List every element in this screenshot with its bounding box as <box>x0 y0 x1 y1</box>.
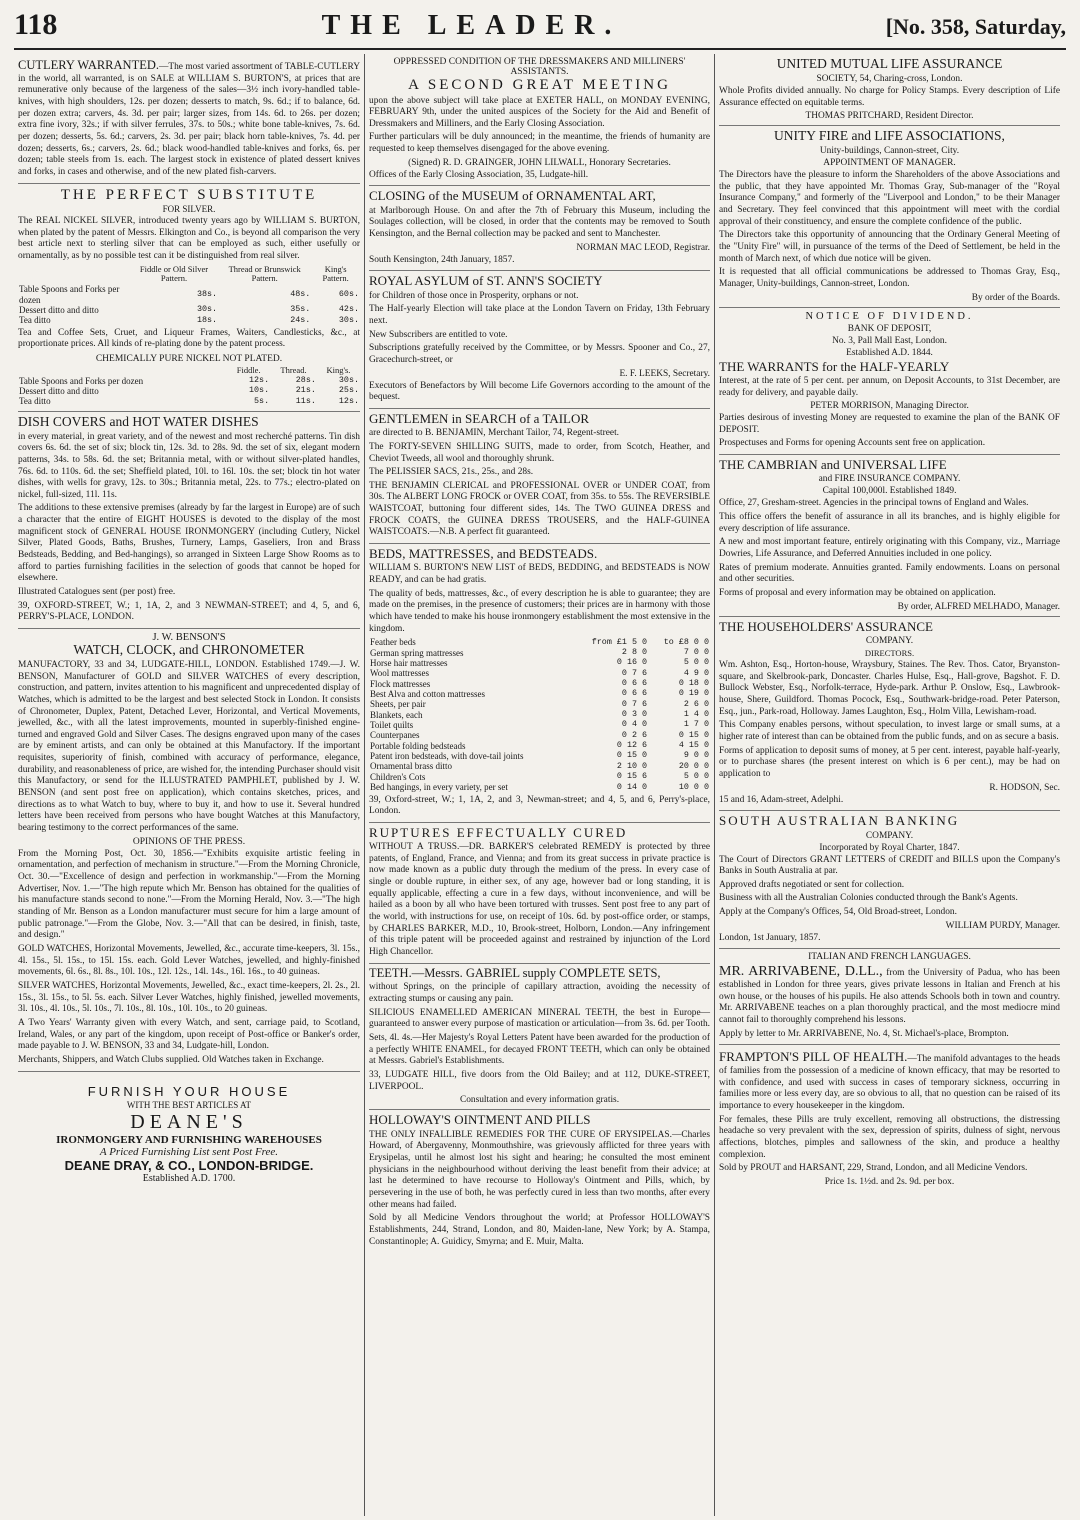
ad-text: A new and most important feature, entirely originating with this Company, viz., Marriage Dowries, Life Assurance, and Deferred Annuities included in one policy. <box>719 537 1060 560</box>
ad-subheading: WITH THE BEST ARTICLES AT <box>126 1099 252 1110</box>
table-cell: 0 15 6 <box>616 771 648 782</box>
ad-subheading: OPINIONS OF THE PRESS. <box>132 836 246 847</box>
table-cell: 25s. <box>338 385 359 396</box>
table-row <box>369 730 710 740</box>
ad-subheading: DIRECTORS. <box>864 647 915 658</box>
ad-teeth <box>369 964 710 1111</box>
ad-text: The quality of beds, mattresses, &c., of every description he is able to guarantee; they are made on the premises, in the presence of customers; their prices are in harmony with those which have tended to make his house ironmongery establishment the most extensive in the kingdom. <box>369 588 710 634</box>
ad-heading: RUPTURES EFFECTUALLY CURED <box>369 824 628 840</box>
ad-signature: R. HODSON, Sec. <box>989 782 1060 793</box>
table-cell: 0 18 0 <box>678 678 709 689</box>
ad-cutlery <box>18 54 360 184</box>
table-cell: 0 19 0 <box>678 688 709 699</box>
ad-subheading: BANK OF DEPOSIT, <box>847 323 932 334</box>
table-row <box>369 751 710 761</box>
ad-text: are directed to B. BENJAMIN, Merchant Tailor, 74, Regent-street. <box>369 428 620 439</box>
ad-dressmakers <box>369 54 710 186</box>
table-cell: 30s. <box>338 314 359 325</box>
ad-text: —The most varied assortment of TABLE-CUTLERY in the world, all warranted, is on SALE at WILLIAM S. BURTON'S, at prices that are remunerative only because of the largeness of the sales—3½ inch ivory-handled table-knives, with high shoulders, 12s. per dozen; desserts to match, 9s. 6d.; if to balance, 6d. per dozen extra; carvers, 4s. 3d. per pair; larger sizes, from 14s. 6d. to 26s. per dozen; extra fine ivory, 32s.; if with silver ferrules, 37s. to 50s.; white bone table-knives, 7s. 6d. per dozen; desserts, 5s. 6d.; carvers, 2s. 3d. per pair; black horn table-knives, 7s. 4d. per dozen; desserts, 6s.; carvers, 2s. 6d.; black wood-handled table-knives and forks, 6s. per dozen; table steels from 1s. each. The largest stock in existence of plated dessert knives and forks, in cases and otherwise, and of the new plated fish-carvers. <box>18 62 360 177</box>
ad-heading: GENTLEMEN in SEARCH of a TAILOR <box>369 410 590 426</box>
ad-text: Business with all the Australian Colonies conducted through the Bank's Agents. <box>719 893 1018 904</box>
ad-text: WILLIAM S. BURTON'S NEW LIST of BEDS, BEDDING, and BEDSTEADS is NOW READY, and can be had gratis. <box>369 563 710 586</box>
table-cell: Patent iron bedsteads, with dove-tail joints <box>370 751 524 762</box>
ad-text: London, 1st January, 1857. <box>719 932 821 943</box>
ad-heading: CLOSING of the MUSEUM of ORNAMENTAL ART, <box>369 188 656 204</box>
ad-text: Office, 27, Gresham-street. Agencies in the principal towns of England and Wales. <box>719 498 1029 509</box>
ad-signature: PETER MORRISON, Managing Director. <box>810 401 969 412</box>
ad-text: Apply at the Company's Offices, 54, Old Broad-street, London. <box>719 907 957 918</box>
table-row <box>369 637 710 647</box>
ad-text: without Springs, on the principle of capillary attraction, avoiding the necessity of extracting stumps or causing any pain. <box>369 982 710 1005</box>
table-cell: 12s. <box>249 375 270 386</box>
column-1 <box>14 54 364 1516</box>
table-row <box>369 720 710 730</box>
ad-subheading: APPOINTMENT OF MANAGER. <box>823 158 956 168</box>
ad-address: 15 and 16, Adam-street, Adelphi. <box>719 794 844 805</box>
ad-address: 39, OXFORD-STREET, W.; 1, 1A, 2, and 3 NEWMAN-STREET; and 4, 5, and 6, PERRY'S-PLACE, LONDON. <box>18 600 360 623</box>
table-header: King's Pattern. <box>322 263 349 284</box>
table-cell: 2 10 0 <box>616 760 648 771</box>
ad-address: DEANE DRAY, & CO., LONDON-BRIDGE. <box>64 1157 314 1173</box>
table-cell: Wool mattresses <box>370 668 430 679</box>
ad-text: The additions to these extensive premises (already by far the largest in Europe) are of such a character that the entire of EIGHT HOUSES is devoted to the display of the most magnificent stock of GENERAL HOUSE IRONMONGERY (including Cutlery, Nickel Silver, Plated Goods, Baths, Brushes, Turnery, Lamps, Gaseliers, Iron and Brass Bedsteads, Bedding, and Bed-hangings), so arranged in Sixteen Large Show Rooms as to afford to parties furnishing facilities in the selection of goods that cannot be hoped for elsewhere. <box>18 503 360 584</box>
table-cell: Children's Cots <box>370 771 426 782</box>
table-cell: 0 7 6 <box>621 698 648 709</box>
table-row <box>369 772 710 782</box>
table-cell: 0 16 0 <box>616 657 648 668</box>
ad-text: Tea and Coffee Sets, Cruet, and Liqueur Frames, Waiters, Candlesticks, &c., at proportionate prices. All kinds of re-plating done by the patent process. <box>18 327 360 350</box>
ad-subheading: COMPANY. <box>865 635 914 646</box>
table-cell: 1 4 0 <box>683 709 709 720</box>
ad-signature: E. F. LEEKS, Secretary. <box>619 368 710 379</box>
ad-text: at Marlborough House. On and after the 7th of February this Museum, including the Soulages collection, will be closed, in order that the contents may be removed to South Kensington, and the Bernal collection may be packed and sent to Manchester. <box>369 205 710 240</box>
table-cell: 48s. <box>290 288 311 299</box>
price-table <box>18 366 360 407</box>
table-header: Thread or Brunswick Pattern. <box>228 263 301 284</box>
ad-text: Established A.D. 1700. <box>142 1172 236 1184</box>
table-row <box>18 305 360 315</box>
ad-text: Further particulars will be duly announced; in the meantime, the friends of humanity are requested to keep themselves disengaged for the above evening. <box>369 132 710 155</box>
table-row <box>369 658 710 668</box>
ad-text: The PELISSIER SACS, 21s., 25s., and 28s. <box>369 467 534 478</box>
table-cell: 0 7 6 <box>621 667 648 678</box>
ad-text: for Children of those once in Prosperity, orphans or not. <box>369 290 579 301</box>
ad-text: Apply by letter to Mr. ARRIVABENE, No. 4, St. Michael's-place, Brompton. <box>719 1028 1009 1039</box>
table-row <box>369 648 710 658</box>
table-cell: from £1 5 0 <box>591 636 648 647</box>
table-cell: 2 8 0 <box>621 647 648 658</box>
ad-heading: THE WARRANTS for the HALF-YEARLY <box>719 358 950 374</box>
table-cell: 10s. <box>249 385 270 396</box>
ad-signature: (Signed) R. D. GRAINGER, JOHN LILWALL, Honorary Secretaries. <box>408 157 671 168</box>
table-cell: 4 15 0 <box>678 740 709 751</box>
ad-address: 33, LUDGATE HILL, five doors from the Old Bailey; and at 112, DUKE-STREET, LIVERPOOL. <box>369 1070 710 1092</box>
table-row <box>369 710 710 720</box>
ad-text: Subscriptions gratefully received by the Committee, or by Messrs. Spooner and Co., 27, Gracechurch-street, or <box>369 343 710 365</box>
table-cell: 30s. <box>196 304 218 315</box>
table-cell: 0 15 0 <box>616 750 648 761</box>
ad-pre-heading: OPPRESSED CONDITION OF THE DRESSMAKERS AND MILLINERS' ASSISTANTS. <box>393 57 686 77</box>
ad-text: Capital 100,000l. Established 1849. <box>822 486 957 497</box>
ad-heading: WATCH, CLOCK, and CHRONOMETER <box>73 642 305 658</box>
ad-text: Wm. Ashton, Esq., Horton-house, Wraysbury, Staines. The Rev. Thos. Cator, Bryanston-square, and Skelbrook-park, Doncaster. Charles Hulse, Esq., Hall-grove, Bagshot. F. D. Bullock Webster, Esq., Norfolk-terrace, Hyde-park. Arthur P. Onslow, Esq., Lawbrook-house, Shere, Guildford. Thomas Pocock, Esq., Southwark-bridge-road. Peter Paterson, Esq., jun., Park-road, Holloway. James Laughton, Esq., Holm Villa, Lewisham-road. <box>719 659 1060 717</box>
table-row <box>369 699 710 709</box>
table-row <box>369 741 710 751</box>
ad-subheading: IRONMONGERY AND FURNISHING WAREHOUSES <box>56 1133 322 1146</box>
ad-text: Forms of application to deposit sums of money, at 5 per cent. interest, payable half-yearly, or to purchase shares (the present interest on which is 6 per cent.), may be had on application to <box>719 745 1060 779</box>
table-cell: Dessert ditto and ditto <box>19 386 99 397</box>
table-cell: 42s. <box>338 304 359 315</box>
ad-pre-heading: ITALIAN AND FRENCH LANGUAGES. <box>808 952 971 963</box>
table-cell: Portable folding bedsteads <box>370 740 466 751</box>
ad-text: A Two Years' Warranty given with every Watch, and sent, carriage paid, to Scotland, Ireland, Wales, or any part of the kingdom, upon receipt of Post-office or Banker's order, made payable to J. W. BENSON, 33 and 34, Ludgate-hill, London. <box>18 1017 360 1052</box>
table-cell: 10 0 0 <box>678 781 709 792</box>
table-header: Fiddle. <box>236 364 261 375</box>
ad-heading: THE HOUSEHOLDERS' ASSURANCE <box>719 618 933 634</box>
ad-text: from the University of Padua, who has been established in London for three years, gives private lessons in Italian and French at his own house, or the houses of his pupils. He also attends Schools both in town and country. Mr. ARRIVABENE teaches on a plan thoroughly practical, and the most mediocre mind cannot fail to thoroughly comprehend his lessons. <box>719 968 1060 1026</box>
ad-subheading: Unity-buildings, Cannon-street, City. <box>819 146 960 156</box>
ad-heading: MR. ARRIVABENE, D.LL., <box>719 964 883 980</box>
ad-unity-fire <box>719 126 1060 307</box>
ad-cambrian <box>719 455 1060 617</box>
table-cell: 60s. <box>338 288 359 299</box>
table-cell: to £8 0 0 <box>663 636 709 647</box>
ad-dish-covers <box>18 412 360 629</box>
ad-subheading: and FIRE INSURANCE COMPANY. <box>818 474 961 485</box>
table-cell: 0 6 6 <box>621 688 648 699</box>
table-cell: 0 12 6 <box>616 740 648 751</box>
ad-heading: FURNISH YOUR HOUSE <box>87 1083 291 1099</box>
ad-text: Interest, at the rate of 5 per cent. per annum, on Deposit Accounts, to 31st December, are ready for delivery, and payable daily. <box>719 375 1060 398</box>
ad-tailor <box>369 409 710 544</box>
ad-bank-of-deposit <box>719 308 1060 456</box>
ad-text: —The manifold advantages to the heads of families from the possession of a medicine of known efficacy, that may be resorted to with confidence, and used with success in cases of temporary sickness, occurring in families more or less every day, are so obvious to all, that no question can be raised of its importance to every housekeeper in the kingdom. <box>719 1054 1060 1111</box>
table-row <box>18 386 360 396</box>
table-cell: 0 14 0 <box>616 781 648 792</box>
page-title: THE LEADER. <box>321 10 622 41</box>
ad-signature: By order of the Boards. <box>971 292 1060 303</box>
ad-text: in every material, in great variety, and of the newest and most recherché patterns. Tin dish covers 6s. 6d. the set of six; block tin, 12s. 3d. to 28s. 9d. the set of six, elegant modern patterns, 34s. to 58s. 6d. the set; Britannia metal, with or without silver-plated handles, 76s. 6d. to 110s. 6d. the set; Sheffield plated, 10l. to 16l. 10s. the set; block tin hot water dishes, with wells for gravy, 12s. to 30s.; Britannia metal, 22s. to 77s.; electro-plated on nickel, full-sized, 11l. 11s. <box>18 431 360 500</box>
table-cell: 20 0 0 <box>678 760 709 771</box>
ad-text: SILVER WATCHES, Horizontal Movements, Jewelled, &c., exact time-keepers, 2l. 2s., 2l. 15s., 3l. 15s., to 5l. 5s. each. Silver Lever Watches, highly finished, jewelled movements, 3l. 10s., 4l. 10s., 5l. 10s., 7l. 10s., 8l. 10s., 10l. 10s., to 20 guineas. <box>18 980 360 1015</box>
ad-signature: THOMAS PRITCHARD, Resident Director. <box>805 111 974 122</box>
ad-text: MANUFACTORY, 33 and 34, LUDGATE-HILL, LONDON. Established 1749.—J. W. BENSON, Manufacturer of GOLD and SILVER WATCHES of every description, construction, and pattern, invites attention to his magnificent and unprecedented display of Watches, which is admitted to be the largest and best selected Stock in London. It consists of Chronometer, Duplex, Patent, Detached Lever, Horizontal, and Vertical Movements, jewelled, &c., with all the latest improvements, mounted in superbly-finished engine-turned and engraved Gold and Silver Cases. The designs engraved upon many of the cases are by eminent artists, and can only be obtained at this Manufactory. If the important requisites, superiority of finish, combined with accuracy of performance, elegance, durability, and reasonableness of price, are wished for, the intending Purchaser should visit this Manufactory, or send for the ILLUSTRATED PAMPHLET, published by J. W. BENSON (and sent post free on application), which contains sketches, prices, and directions as to what Watch to buy, where to buy it, and how to use it. Several hundred letters have been received from persons who have bought Watches at this Manufactory, bearing testimony to the correct performances of the same. <box>18 659 360 834</box>
ad-heading: BEDS, MATTRESSES, and BEDSTEADS. <box>369 546 598 562</box>
table-cell: 35s. <box>290 304 311 315</box>
table-cell: Flock mattresses <box>370 678 431 689</box>
table-cell: 5 0 0 <box>683 771 709 782</box>
table-cell: 1 7 0 <box>683 719 709 730</box>
table-cell: Tea ditto <box>19 315 51 326</box>
ad-text: GOLD WATCHES, Horizontal Movements, Jewelled, &c., accurate time-keepers, 3l. 15s., 4l. 15s., 5l. 15s., to 15l. 15s. each. Gold Lever Watches, jewelled, and highly-finished movements, 6l. 6s., 8l. 8s., 10l. 10s., 12l. 12s., 14l. 14s., 16l. 16s., to 40 guineas. <box>18 943 360 978</box>
ad-text: WITHOUT A TRUSS.—DR. BARKER'S celebrated REMEDY is protected by three patents, of England, France, and Vienna; and from its great success in private practice is now made known as a public duty through the medium of the press. In every case of single or double rupture, in either sex, of any age, however bad or long standing, it is equally applicable, effecting a cure in a few days, without inconvenience, and will be hailed as a boon by all who have been tortured with trusses. Sent post free to any part of the world, with instructions for use, on receipt of 10s. 6d. by post-office order, or stamps, by CHARLES BARKER, M.D., 10, Brook-street, Holborn, London.—Any infringement of this triple patent will be proceeded against and restrained by injunction of the Lord High Chancellor. <box>369 842 710 958</box>
table-header: Fiddle or Old Silver Pattern. <box>139 263 209 284</box>
ad-subheading: CHEMICALLY PURE NICKEL NOT PLATED. <box>95 353 283 364</box>
ad-text: The Directors take this opportunity of announcing that the Ordinary General Meeting of the "Unity Fire" will, in pursuance of the terms of the Deed of Settlement, be held in the month of March next, of which due notice will be given. <box>719 230 1060 264</box>
ad-heading: UNITED MUTUAL LIFE ASSURANCE <box>776 56 1003 71</box>
ad-text: Executors of Benefactors by Will become Life Governors according to the amount of the bequest. <box>369 380 710 403</box>
ad-heading: SOUTH AUSTRALIAN BANKING <box>719 813 960 829</box>
ad-text: Established A.D. 1844. <box>846 347 933 358</box>
ad-subheading: FOR SILVER. <box>162 204 216 215</box>
ad-beds <box>369 544 710 823</box>
ad-royal-asylum <box>369 271 710 409</box>
ad-heading: DISH COVERS and HOT WATER DISHES <box>18 413 259 429</box>
ad-address: 39, Oxford-street, W.; 1, 1A, 2, and 3, Newman-street; and 4, 5, and 6, Perry's-place, London. <box>369 794 710 817</box>
ad-deane <box>18 1084 360 1184</box>
table-row <box>18 396 360 406</box>
table-cell: 7 0 0 <box>683 647 709 658</box>
ad-text: Sets, 4l. 4s.—Her Majesty's Royal Letters Patent have been awarded for the production of a perfectly WHITE ENAMEL, for decayed FRONT TEETH, which can only be obtained at Messrs. Gabriel's Establishments. <box>369 1033 710 1067</box>
table-row <box>369 689 710 699</box>
ad-heading: THE CAMBRIAN and UNIVERSAL LIFE <box>719 457 947 473</box>
ad-nickel-silver <box>18 184 360 412</box>
ad-address: No. 3, Pall Mall East, London. <box>832 335 947 346</box>
ad-text: Sold by PROUT and HARSANT, 229, Strand, London, and all Medicine Vendors. <box>719 1163 1028 1174</box>
price-table <box>369 637 710 792</box>
ad-text: Prospectuses and Forms for opening Accounts sent free on application. <box>719 438 986 449</box>
ad-heading: HOLLOWAY'S OINTMENT AND PILLS <box>369 1112 591 1128</box>
ad-text: Whole Profits divided annually. No charge for Policy Stamps. Every description of Life Assurance effected on equitable terms. <box>719 85 1060 108</box>
ad-text: SILICIOUS ENAMELLED AMERICAN MINERAL TEETH, the best in Europe—guaranteed to answer every purpose of mastication or articulation—from 3s. 6d. per Tooth. <box>369 1007 710 1030</box>
ad-text: From the Morning Post, Oct. 30, 1856.—"Exhibits exquisite artistic feeling in ornamentation, and perfection of mechanism in structure."—From the Morning Chronicle, Oct. 30.—"Excellence of design and perfection in workmanship."—From the Morning Advertiser, Nov. 1.—"The high repute which Mr. Benson has obtained for the qualities of his manufacture stands second to none."—From the Morning Herald, Nov. 3.—"The high standing of Mr. Benson as a London manufacturer must secure for him a large amount of public patronage."—From the Globe, Nov. 3.—"All that can be desired, in finish, taste, and design." <box>18 848 360 941</box>
ad-text: It is requested that all official communications be addressed to Thomas Gray, Esq., Manager, Unity-buildings, Cannon-street, London. <box>719 267 1060 289</box>
table-cell: Counterpanes <box>370 730 420 741</box>
ad-museum <box>369 186 710 271</box>
table-cell: 11s. <box>295 395 316 406</box>
ad-arrivabene <box>719 949 1060 1045</box>
price-table <box>18 265 360 326</box>
table-cell: Best Alva and cotton mattresses <box>370 689 485 700</box>
ad-holloway <box>369 1110 710 1252</box>
ad-text: Illustrated Catalogues sent (per post) free. <box>18 587 176 598</box>
ad-south-australian <box>719 811 1060 949</box>
ad-text: This Company enables persons, without speculation, to invest large or small sums, at a higher rate of interest than can be obtained from the public funds, and on as secure a basis. <box>719 720 1060 742</box>
table-row <box>18 284 360 305</box>
table-cell: Feather beds <box>370 637 416 648</box>
table-header <box>18 265 130 285</box>
ad-text: This office offers the benefit of assurance in all its branches, and is highly eligible for every description of life assurance. <box>719 512 1060 534</box>
ad-householders <box>719 617 1060 812</box>
ad-united-mutual <box>719 54 1060 126</box>
table-cell: 38s. <box>196 288 218 299</box>
table-cell: Dessert ditto and ditto <box>19 304 99 315</box>
ad-text: Merchants, Shippers, and Watch Clubs supplied. Old Watches taken in Exchange. <box>18 1054 324 1065</box>
table-cell: Horse hair mattresses <box>370 658 448 669</box>
table-cell: 28s. <box>295 375 316 386</box>
table-cell: 0 2 6 <box>621 729 648 740</box>
ad-heading: TEETH.—Messrs. GABRIEL supply COMPLETE SETS, <box>369 965 661 980</box>
table-cell: Table Spoons and Forks per dozen <box>19 284 120 305</box>
ad-ruptures <box>369 823 710 964</box>
table-cell: 2 6 0 <box>683 698 709 709</box>
table-cell: 0 3 0 <box>621 709 648 720</box>
table-cell: 24s. <box>290 314 311 325</box>
table-cell: 30s. <box>338 375 359 386</box>
ad-text: Incorporated by Royal Charter, 1847. <box>819 842 960 853</box>
table-cell: 18s. <box>196 314 218 325</box>
ad-heading: CUTLERY WARRANTED. <box>18 58 159 72</box>
table-cell: 0 6 6 <box>621 678 648 689</box>
table-header: Thread. <box>280 364 307 375</box>
ad-heading: A SECOND GREAT MEETING <box>408 77 671 93</box>
ad-subheading: SOCIETY, 54, Charing-cross, London. <box>816 73 963 84</box>
ad-brand: DEANE'S <box>130 1110 248 1133</box>
ad-text: South Kensington, 24th January, 1857. <box>369 254 515 265</box>
ad-pre-heading: NOTICE OF DIVIDEND. <box>805 310 974 322</box>
ad-signature: By order, ALFRED MELHADO, Manager. <box>897 601 1060 612</box>
table-cell: 21s. <box>295 385 316 396</box>
ad-text: Forms of proposal and every information may be obtained on application. <box>719 588 996 599</box>
ad-heading: FRAMPTON'S PILL OF HEALTH. <box>719 1049 908 1065</box>
columns <box>14 54 1066 1516</box>
table-cell: 5s. <box>254 395 270 406</box>
table-row <box>369 761 710 771</box>
ad-text: THE BENJAMIN CLERICAL and PROFESSIONAL OVER or UNDER COAT, from 30s. The ALBERT LONG FROCK or OVER COAT, from 35s. to 55s. The REVERSIBLE WAISTCOAT, buttoning four different sides, 14s. The TWO GUINEA DRESS and FROCK COATS, the GUINEA DRESS TROUSERS, and the HALF-GUINEA WAISTCOATS.—N.B. A perfect fit guaranteed. <box>369 480 710 538</box>
ad-signature: WILLIAM PURDY, Manager. <box>945 920 1060 931</box>
table-header: King's. <box>326 364 351 375</box>
table-cell: Toilet quilts <box>370 720 414 731</box>
ad-text: The REAL NICKEL SILVER, introduced twenty years ago by WILLIAM S. BURTON, when plated by the patent of Messrs. Elkington and Co., is beyond all comparison the very best article next to sterling silver that can be employed as such, either usefully or ornamentally, as by no possible test can it be distinguished from real silver. <box>18 216 360 262</box>
table-row <box>369 782 710 792</box>
table-cell: Bed hangings, in every variety, per set <box>370 782 508 793</box>
ad-text: THE ONLY INFALLIBLE REMEDIES FOR THE CURE OF ERYSIPELAS.—Charles Howard, of Abergavenny, Monmouthshire, was grievously afflicted for three years with Erysipelas, until he almost lost his sight and hearing; he consulted the most eminent physicians in the neighbourhood without deriving the least benefit from their advice; at last he determined to have recourse to Holloway's Ointment and Pills, which, by persevering in the use of both, he was perfectly cured in less than two months, after every other means had failed. <box>369 1129 710 1210</box>
ad-text: New Subscribers are entitled to vote. <box>369 329 508 340</box>
ad-price: Price 1s. 1½d. and 2s. 9d. per box. <box>824 1176 955 1187</box>
ad-subheading: COMPANY. <box>865 830 914 841</box>
table-cell: 5 0 0 <box>683 657 709 668</box>
table-cell: German spring mattresses <box>370 647 464 658</box>
ad-frampton <box>719 1045 1060 1191</box>
ad-text: For females, these Pills are truly excellent, removing all obstructions, the distressing headache so very prevalent with the sex, depression of spirits, dulness of sight, nervous affections, blotches, pimples and sallowness of the skin, and produce a healthy complexion. <box>719 1114 1060 1160</box>
ad-text: Offices of the Early Closing Association, 35, Ludgate-hill. <box>369 169 589 180</box>
ad-text: The FORTY-SEVEN SHILLING SUITS, made to order, from Scotch, Heather, and Cheviot Tweeds, all wool and thoroughly shrunk. <box>369 441 710 464</box>
ad-text: A Priced Furnishing List sent Post Free. <box>99 1145 279 1158</box>
ad-heading: UNITY FIRE and LIFE ASSOCIATIONS, <box>774 128 1005 144</box>
ad-benson-watches <box>18 629 360 1072</box>
table-cell: 4 9 0 <box>683 667 709 678</box>
table-cell: 12s. <box>338 395 359 406</box>
table-row <box>369 679 710 689</box>
table-cell: 0 15 0 <box>678 729 709 740</box>
table-cell: Blankets, each <box>370 709 423 720</box>
table-row <box>18 315 360 325</box>
ad-pre-heading: J. W. BENSON'S <box>152 632 226 644</box>
table-header <box>18 366 227 376</box>
column-3 <box>714 54 1064 1516</box>
table-cell: 0 4 0 <box>621 719 648 730</box>
ad-heading: THE PERFECT SUBSTITUTE <box>60 186 318 203</box>
ad-signature: NORMAN MAC LEOD, Registrar. <box>576 242 710 253</box>
ad-text: The Court of Directors GRANT LETTERS of CREDIT and BILLS upon the Company's Banks in South Australia at par. <box>719 854 1060 877</box>
ad-text: Consultation and every information gratis. <box>459 1095 620 1106</box>
ad-text: The Directors have the pleasure to inform the Shareholders of the above Associations and the public, that they have appointed Mr. Thomas Gray, Sub-manager of the "Royal Insurance Company," and formerly of the "Liverpool and London," to be their Manager and Secretary. They feel convinced that this appointment will meet with the cordial approval of their constituency, and ensure the complete confidence of the public. <box>719 170 1060 227</box>
table-cell: Sheets, per pair <box>370 699 426 710</box>
ad-text: Sold by all Medicine Vendors throughout the world; at Professor HOLLOWAY'S Establishments, 244, Strand, London, and 80, Maiden-lane, New York; by A. Stampa, Constantinople; A. Guidicy, Smyrna; and E. Muir, Malta. <box>369 1213 710 1247</box>
table-cell: Table Spoons and Forks per dozen <box>19 375 144 386</box>
masthead <box>14 8 1066 50</box>
ad-text: Rates of premium moderate. Annuities granted. Family endowments. Loans on personal and other securities. <box>719 562 1060 585</box>
ad-heading: ROYAL ASYLUM of ST. ANN'S SOCIETY <box>369 273 603 289</box>
page-number: 118 <box>14 8 58 41</box>
ad-text: Parties desirous of investing Money are requested to examine the plan of the BANK OF DEPOSIT. <box>719 413 1060 435</box>
ad-text: Approved drafts negotiated or sent for collection. <box>719 879 905 890</box>
table-row <box>369 668 710 678</box>
ad-text: upon the above subject will take place at EXETER HALL, on MONDAY EVENING, FEBRUARY 9th, under the united auspices of the Society for the Aid and Benefit of Dressmakers and Milliners, and the Early Closing Association. <box>369 95 710 129</box>
column-2 <box>364 54 714 1516</box>
table-cell: Tea ditto <box>19 396 51 407</box>
table-cell: Ornamental brass ditto <box>370 761 452 772</box>
ad-text: The Half-yearly Election will take place at the London Tavern on Friday, 13th February next. <box>369 304 710 326</box>
issue-label: [No. 358, Saturday, <box>885 14 1066 39</box>
table-cell: 9 0 0 <box>683 750 709 761</box>
